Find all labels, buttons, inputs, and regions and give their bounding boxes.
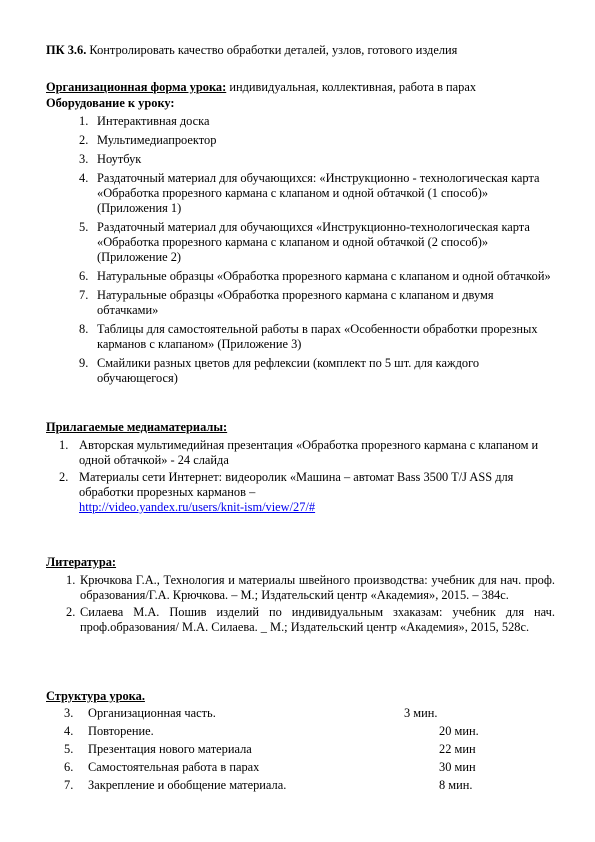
equipment-item-number: 9. <box>79 356 89 370</box>
equipment-item-text: Раздаточный материал для обучающихся: «Инструкционно - технологическая карта «Обработка прорезного кармана с клапаном и одной обтачкой (1 способ)» (Приложения 1) <box>97 171 540 215</box>
literature-heading: Литература: <box>46 555 117 569</box>
media-list <box>59 438 555 515</box>
equipment-item-text: Ноутбук <box>97 152 142 166</box>
equipment-item-number: 7. <box>79 288 89 302</box>
equipment-item <box>79 322 555 352</box>
literature-item-number: 1. <box>66 573 76 587</box>
equipment-item <box>79 114 555 129</box>
structure-row-number: 7. <box>64 778 74 792</box>
equipment-item-number: 3. <box>79 152 89 166</box>
literature-item-number: 2. <box>66 605 76 619</box>
equipment-item <box>79 220 555 265</box>
equipment-item-text: Натуральные образцы «Обработка прорезного кармана с клапаном и одной обтачкой» <box>97 269 551 283</box>
literature-item <box>66 605 555 635</box>
equipment-item-number: 5. <box>79 220 89 234</box>
literature-item <box>66 573 555 603</box>
structure-row <box>46 706 555 724</box>
literature-list <box>66 573 555 635</box>
equipment-item-text: Таблицы для самостоятельной работы в парах «Особенности обработки прорезных карманов с клапаном» (Приложение 3) <box>97 322 538 351</box>
equipment-item-text: Мультимедиапроектор <box>97 133 217 147</box>
equipment-item-number: 4. <box>79 171 89 185</box>
competence-text: Контролировать качество обработки деталей, узлов, готового изделия <box>89 43 458 57</box>
structure-row-title: Самостоятельная работа в парах <box>88 760 260 774</box>
equipment-item <box>79 356 555 386</box>
equipment-item-text: Раздаточный материал для обучающихся «Инструкционно-технологическая карта «Обработка прорезного кармана с клапаном и одной обтачкой (2 способ)» (Приложение 2) <box>97 220 530 264</box>
structure-row-duration: 22 мин <box>439 742 476 756</box>
equipment-item-number: 6. <box>79 269 89 283</box>
structure-row-title: Закрепление и обобщение материала. <box>88 778 287 792</box>
structure-row <box>46 778 555 796</box>
literature-section <box>46 555 555 637</box>
structure-row <box>46 724 555 742</box>
equipment-item <box>79 171 555 216</box>
structure-section <box>46 689 555 796</box>
equipment-item-text: Натуральные образцы «Обработка прорезного кармана с клапаном и двумя обтачками» <box>97 288 494 317</box>
structure-row-title: Презентация нового материала <box>88 742 252 756</box>
equipment-item <box>79 269 555 284</box>
structure-row-number: 6. <box>64 760 74 774</box>
structure-row-duration: 20 мин. <box>439 724 479 738</box>
equipment-heading: Оборудование к уроку: <box>46 96 175 110</box>
literature-item-text: Крючкова Г.А., Технология и материалы швейного производства: учебник для нач. проф. образования/Г.А. Крючкова. – М.; Издательский центр «Академия», 2015. – 384с. <box>80 573 555 602</box>
structure-row-number: 5. <box>64 742 74 756</box>
equipment-list <box>79 114 555 386</box>
structure-heading: Структура урока. <box>46 689 145 703</box>
org-form-value: индивидуальная, коллективная, работа в парах <box>229 80 477 94</box>
org-form-line <box>46 80 555 95</box>
structure-row-number: 3. <box>64 706 74 720</box>
equipment-section <box>46 96 555 390</box>
equipment-item-number: 1. <box>79 114 89 128</box>
equipment-item-number: 2. <box>79 133 89 147</box>
equipment-item <box>79 133 555 148</box>
media-item: 2. Материалы сети Интернет: видеоролик «Машина – автомат Bass 3500 T/J ASS для обработки прорезных карманов – http://video.yandex.ru/users/knit-ism/view/27/# <box>59 470 555 515</box>
equipment-item-text: Интерактивная доска <box>97 114 210 128</box>
structure-row-title: Повторение. <box>88 724 154 738</box>
media-section <box>46 420 555 517</box>
structure-row <box>46 760 555 778</box>
equipment-item-text: Смайлики разных цветов для рефлексии (комплект по 5 шт. для каждого обучающегося) <box>97 356 480 385</box>
media-item: 1. Авторская мультимедийная презентация «Обработка прорезного кармана с клапаном и одной обтачкой» - 24 слайда <box>59 438 539 467</box>
competence-code: ПК 3.6. <box>46 43 87 57</box>
structure-list <box>46 706 555 796</box>
structure-row <box>46 742 555 760</box>
literature-item-text: Силаева М.А. Пошив изделий по индивидуальным зхаказам: учебник для нач. проф.образования/ М.А. Силаева. _ М.; Издательский центр «Академия», 2015, 528с. <box>80 605 555 634</box>
structure-row-title: Организационная часть. <box>88 706 216 720</box>
media-heading: Прилагаемые медиаматериалы: <box>46 420 228 434</box>
structure-row-number: 4. <box>64 724 74 738</box>
org-form-label: Организационная форма урока: <box>46 80 227 94</box>
structure-row-duration: 3 мин. <box>404 706 438 720</box>
competence-line <box>46 43 555 58</box>
equipment-item-number: 8. <box>79 322 89 336</box>
video-link[interactable]: http://video.yandex.ru/users/knit-ism/view/27/# <box>79 500 316 514</box>
structure-row-duration: 8 мин. <box>439 778 473 792</box>
equipment-item <box>79 152 555 167</box>
equipment-item <box>79 288 555 318</box>
structure-row-duration: 30 мин <box>439 760 476 774</box>
